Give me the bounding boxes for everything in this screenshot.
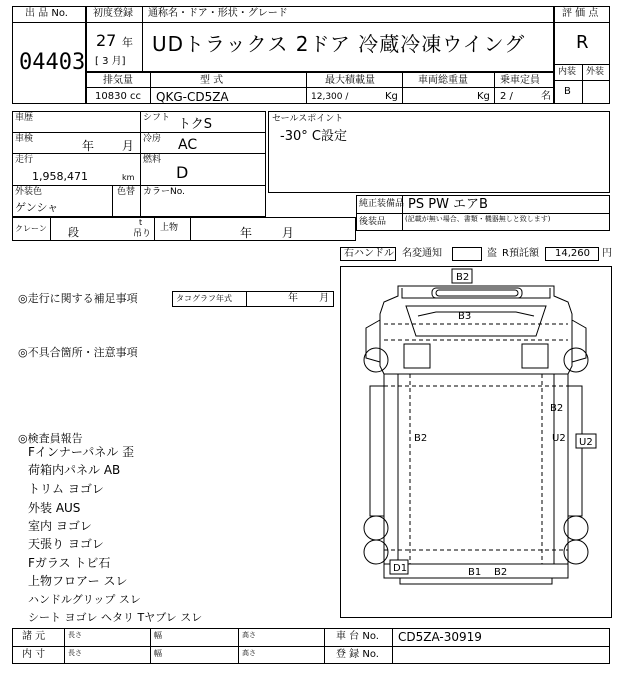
report-item: 外装 AUS — [28, 501, 81, 515]
handle: 右ハンドル — [344, 248, 394, 259]
tacho-label: タコグラフ年式 — [176, 294, 232, 303]
mark-u2-outer: U2 — [579, 437, 593, 448]
interior-grade: B — [564, 86, 571, 97]
mileage-label: 走行 — [15, 155, 34, 165]
max-load-unit: Kg — [385, 91, 398, 102]
capacity-unit: 名 — [541, 91, 551, 102]
ac-label: 冷房 — [143, 134, 162, 144]
mark-b2-bottom: B2 — [494, 567, 508, 578]
report-item: Fガラス トビ石 — [28, 556, 111, 570]
chassis: CD5ZA-30919 — [398, 630, 482, 644]
report-item: Fインナーパネル 歪 — [28, 445, 135, 459]
width-label: 幅 — [154, 631, 162, 640]
month: [ 3 月] — [95, 56, 126, 67]
mark-b3: B3 — [458, 311, 472, 322]
model-label: 型 式 — [200, 75, 224, 86]
genuine: PS PW エアB — [408, 197, 488, 212]
interior-label: 内装 — [558, 67, 577, 77]
title-label: 通称名・ドア・形状・グレード — [148, 8, 288, 19]
history-label: 車歴 — [15, 113, 34, 123]
sales-point-label: セールスポイント — [272, 114, 344, 124]
max-load: 12,300 / — [311, 92, 349, 102]
shift: トクS — [178, 117, 212, 132]
gross-weight-label: 車両総重量 — [418, 75, 468, 86]
upper-label: 上物 — [160, 223, 179, 233]
inspection-label: 車検 — [15, 134, 34, 144]
height-label-2: 高さ — [242, 649, 256, 657]
defect-label: ◎不具合箇所・注意事項 — [18, 346, 138, 359]
report-item: シート ヨゴレ ヘタリ Tヤブレ スレ — [28, 611, 203, 624]
report-item: ハンドルグリップ スレ — [28, 593, 141, 606]
report-label: ◎検査員報告 — [18, 432, 83, 445]
report-item: 天張り ヨゴレ — [28, 537, 104, 551]
row2-label: 内 寸 — [22, 649, 46, 660]
gross-weight-unit: Kg — [477, 91, 490, 102]
mark-b2-right: B2 — [550, 403, 564, 414]
crane-ton: t — [139, 218, 143, 227]
color-no-label: 色替 — [117, 187, 136, 197]
shift-label: シフト — [143, 113, 171, 123]
capacity: 2 / — [500, 91, 513, 102]
refund-unit: 円 — [602, 248, 612, 259]
first-reg-label: 初度登録 — [93, 8, 133, 19]
fuel: D — [176, 163, 189, 182]
refund-label: R預託額 — [502, 248, 539, 259]
crane-box — [12, 217, 356, 241]
displacement: 10830 cc — [95, 91, 141, 102]
exterior-label: 外装 — [586, 67, 605, 77]
crane-lift: 吊り — [133, 229, 152, 239]
truck-diagram — [340, 266, 612, 618]
height-label: 高さ — [242, 631, 256, 639]
report-item: 荷箱内パネル AB — [28, 463, 121, 477]
crane-label: クレーン — [15, 224, 47, 233]
kind: 盗 — [487, 248, 497, 259]
fuel-label: 燃料 — [143, 155, 162, 165]
mark-u2-inner: U2 — [552, 433, 566, 444]
mark-b2-top: B2 — [456, 272, 470, 283]
lot-no: 04403 — [19, 50, 86, 75]
mileage: 1,958,471 — [32, 170, 88, 183]
ext-color-label: 外装色 — [15, 187, 43, 197]
displacement-label: 排気量 — [103, 75, 133, 86]
max-load-label: 最大積載量 — [325, 75, 375, 86]
mileage-unit: km — [122, 173, 135, 182]
vehicle-name: UDトラックス 2ドア 冷蔵冷凍ウイング — [152, 32, 526, 56]
lot-no-label: 出 品 No. — [25, 8, 68, 19]
inspection-value: 年 月 — [82, 139, 134, 153]
genuine-label: 純正装備品 — [359, 199, 405, 209]
mark-d1: D1 — [393, 563, 408, 574]
grade-label: 評 価 点 — [562, 8, 599, 19]
ac: AC — [178, 137, 198, 153]
report-item: トリム ヨゴレ — [28, 482, 104, 496]
row1-label: 諸 元 — [22, 631, 46, 642]
grade: R — [576, 32, 589, 53]
upper-value: 年 月 — [240, 226, 294, 240]
report-item: 室内 ヨゴレ — [28, 519, 92, 533]
width-label-2: 幅 — [154, 649, 162, 658]
year: 27 — [96, 31, 117, 50]
year-unit: 年 — [122, 36, 133, 49]
length-label-2: 長さ — [68, 649, 82, 657]
name-change-label: 名変通知 — [402, 248, 442, 259]
aftermarket-note: (記載が無い場合、書類・機器無しと致します) — [405, 215, 551, 223]
capacity-label: 乗車定員 — [500, 75, 540, 86]
crane-stage: 段 — [68, 226, 79, 239]
tacho-value: 年 月 — [288, 293, 330, 304]
mark-b2-left: B2 — [414, 433, 428, 444]
name-change-field — [452, 247, 482, 261]
model: QKG-CD5ZA — [156, 90, 229, 104]
registration-label: 登 録 No. — [336, 649, 379, 660]
ext-color: ゲンシャ — [15, 201, 59, 214]
chassis-label: 車 台 No. — [336, 631, 379, 642]
aftermarket-label: 後装品 — [359, 217, 387, 227]
mark-b1: B1 — [468, 567, 482, 578]
sales-point: -30° C設定 — [280, 129, 347, 144]
driving-label: ◎走行に関する補足事項 — [18, 292, 138, 305]
report-item: 上物フロアー スレ — [28, 574, 128, 588]
refund: 14,260 — [555, 248, 590, 259]
length-label: 長さ — [68, 631, 82, 639]
color-code-label: カラーNo. — [143, 187, 185, 197]
